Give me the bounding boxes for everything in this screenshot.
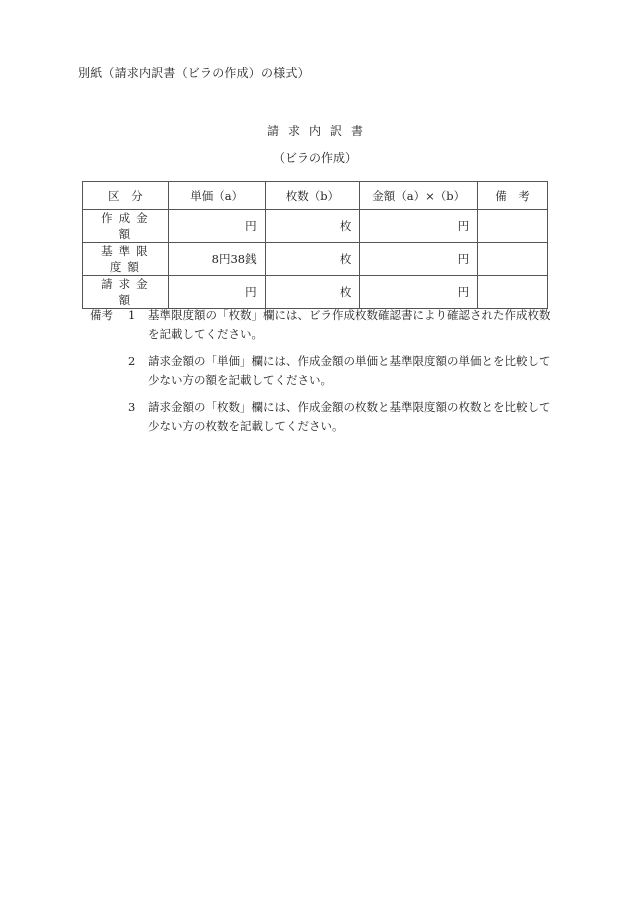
document-title: 請求内訳書 — [266, 124, 372, 138]
quantity-cell: 枚 — [265, 276, 360, 309]
table-row — [83, 276, 548, 309]
note-text: 請求金額の「単価」欄には、作成金額の単価と基準限度額の単価とを比較して少ない方の額を記載してください。 — [148, 354, 551, 387]
header-kubun: 区 分 — [83, 182, 169, 210]
amount-cell: 円 — [360, 276, 478, 309]
header-remarks: 備 考 — [478, 182, 548, 210]
notes-heading: 備考 — [90, 308, 113, 322]
header-quantity: 枚数（b） — [265, 182, 360, 210]
note-number: 2 — [128, 354, 136, 368]
header-amount: 金額（a）×（b） — [360, 182, 478, 210]
quantity-cell: 枚 — [265, 210, 360, 243]
header-unit-price: 単価（a） — [168, 182, 265, 210]
attachment-header-note: 別紙（請求内訳書（ビラの作成）の様式） — [78, 66, 310, 80]
document-subtitle: （ビラの作成） — [272, 151, 357, 165]
row-label: 基準限度額 — [83, 243, 169, 276]
unit-price-cell: 8円38銭 — [168, 243, 265, 276]
quantity-cell: 枚 — [265, 243, 360, 276]
note-text: 基準限度額の「枚数」欄には、ビラ作成枚数確認書により確認された作成枚数を記載してください。 — [148, 308, 551, 341]
note-item — [90, 306, 560, 344]
note-text: 請求金額の「枚数」欄には、作成金額の枚数と基準限度額の枚数とを比較して少ない方の枚数を記載してください。 — [148, 400, 551, 433]
note-number: 3 — [128, 400, 136, 414]
note-item — [90, 352, 560, 390]
unit-price-cell: 円 — [168, 210, 265, 243]
remarks-cell — [478, 210, 548, 243]
unit-price-cell: 円 — [168, 276, 265, 309]
note-number: 1 — [128, 308, 136, 322]
remarks-notes — [90, 306, 560, 444]
note-item — [90, 398, 560, 436]
table-row — [83, 243, 548, 276]
remarks-cell — [478, 243, 548, 276]
row-label: 請求金額 — [83, 276, 169, 309]
claim-breakdown-table — [82, 181, 548, 309]
remarks-cell — [478, 276, 548, 309]
table-header-row — [83, 182, 548, 210]
table-row — [83, 210, 548, 243]
amount-cell: 円 — [360, 210, 478, 243]
row-label: 作成金額 — [83, 210, 169, 243]
amount-cell: 円 — [360, 243, 478, 276]
